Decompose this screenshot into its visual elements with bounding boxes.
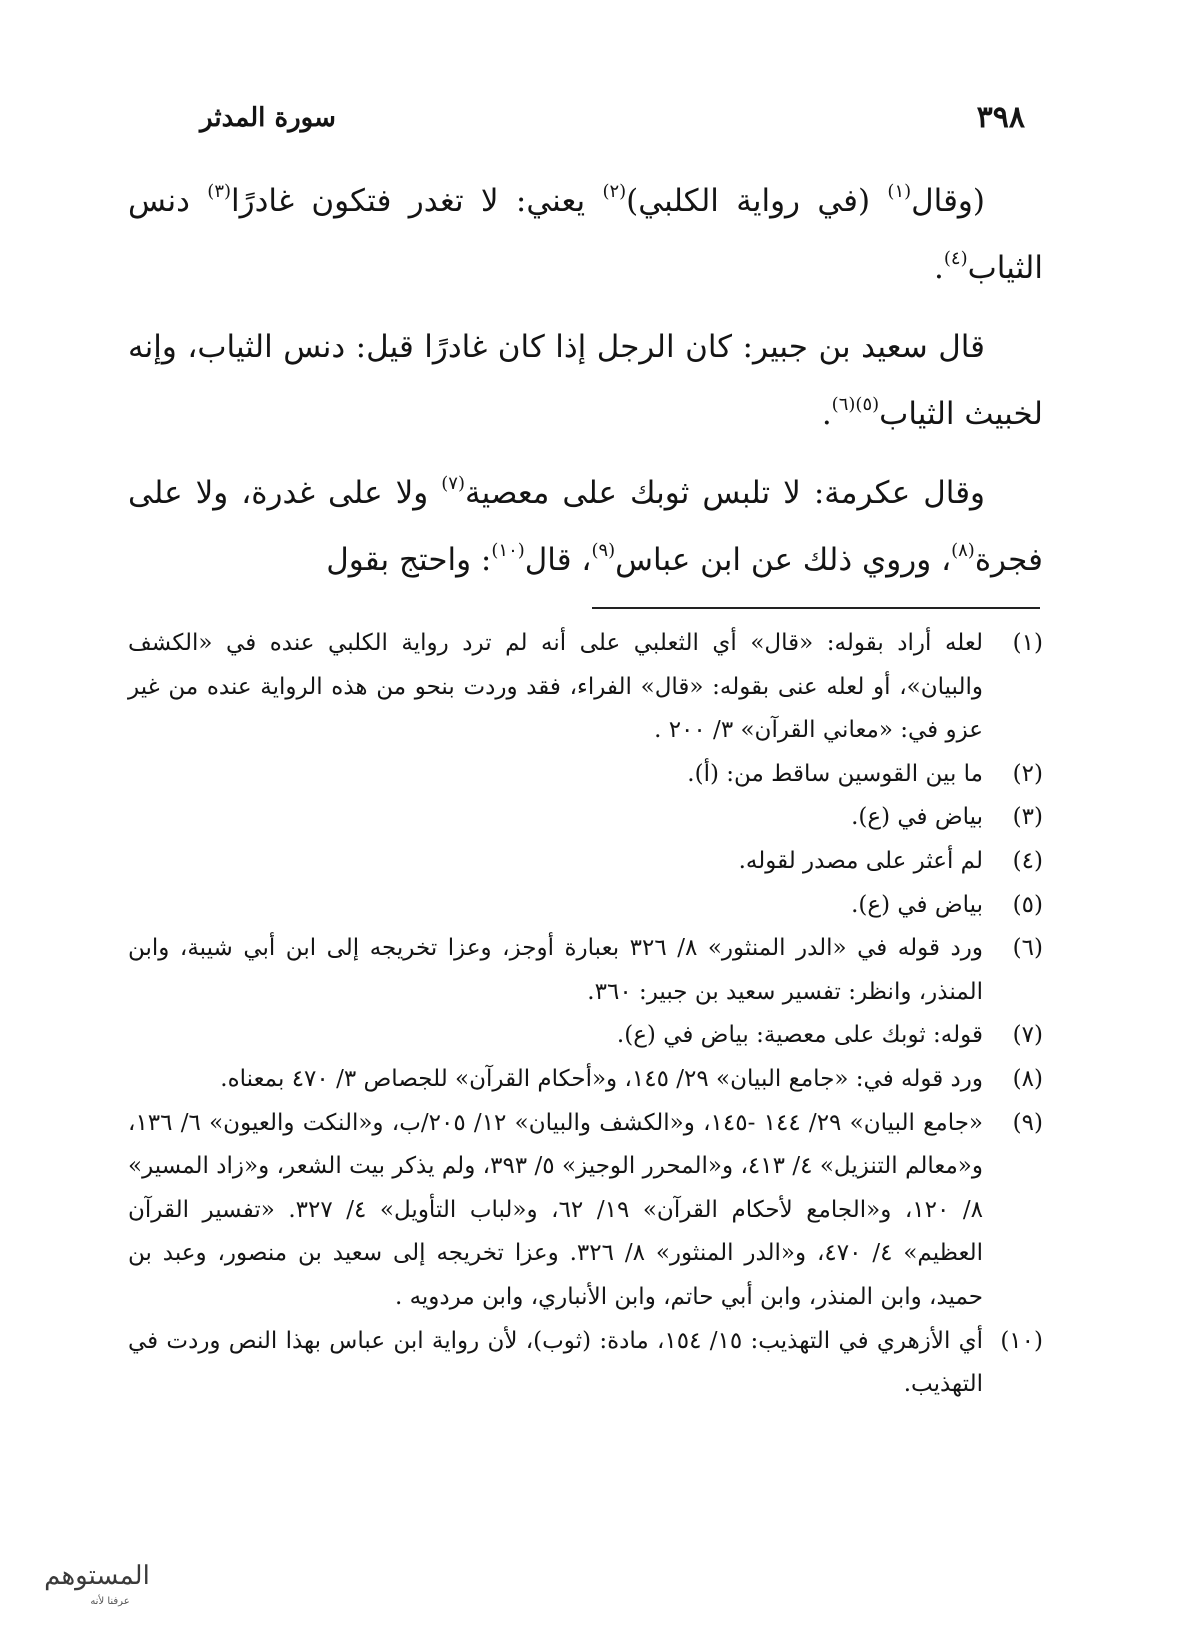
paragraph-1: (وقال$^{(١)}$ (في رواية الكلبي)$^{(٢)}$ يعني: لا تغدر فتكون غادرًا$^{(٣)}$ دنس الثياب$^{(٤)}$. — [128, 181, 1043, 286]
footnote-ref[interactable]: (٩) — [591, 540, 616, 561]
footnote-text: ورد قوله في «الدر المنثور» ٨/ ٣٢٦ بعبارة أوجز، وعزا تخريجه إلى ابن أبي شيبة، وابن المنذر، وانظر: تفسير سعيد بن جبير: ٣٦٠. — [128, 935, 983, 1005]
footnote — [128, 753, 1043, 797]
footnote-number: (١٠) — [1000, 1327, 1043, 1354]
footnote-ref[interactable]: (٧) — [441, 473, 465, 494]
footnote-ref[interactable]: (٤) — [943, 248, 968, 269]
footnote-ref[interactable]: (١٠) — [491, 540, 525, 561]
logo-text: المستوهم — [44, 1561, 150, 1591]
footnote-text: أي الأزهري في التهذيب: ١٥/ ١٥٤، مادة: (ثوب)، لأن رواية ابن عباس بهذا النص وردت في التهذيب. — [128, 1327, 983, 1398]
footnote — [128, 796, 1043, 840]
footnote-text: قوله: ثوبك على معصية: بياض في (ع). — [616, 1022, 983, 1049]
surah-title: سورة المدثر — [200, 103, 336, 133]
footnote-number: (٥) — [1012, 891, 1043, 918]
page-number: ٣٩٨ — [976, 100, 1025, 135]
footnote-number: (٤) — [1012, 847, 1043, 874]
footnote-ref[interactable]: (٨) — [951, 540, 975, 561]
page-header — [200, 98, 1025, 138]
footnote-ref[interactable]: (٣) — [207, 181, 232, 202]
footnote — [128, 840, 1043, 884]
footnote-separator — [592, 607, 1040, 609]
footnote-number: (٦) — [1012, 935, 1043, 962]
footnote — [128, 884, 1043, 928]
paragraph-2: قال سعيد بن جبير: كان الرجل إذا كان غادرًا قيل: دنس الثياب، وإنه لخبيث الثياب$^{(٥)(٦)}$. — [128, 329, 1043, 432]
footnote — [128, 1014, 1043, 1058]
footnote — [128, 1320, 1043, 1407]
footnote — [128, 1102, 1043, 1320]
footnote-number: (٨) — [1012, 1065, 1043, 1092]
footnote-number: (٩) — [1012, 1109, 1043, 1136]
footnote — [128, 927, 1043, 1014]
footnote-ref[interactable]: (١) — [887, 181, 912, 202]
footnote-ref[interactable]: (٢) — [602, 181, 627, 202]
footnote-number: (٣) — [1012, 804, 1043, 831]
footnote-ref[interactable]: (٥) — [855, 394, 880, 415]
footnotes — [128, 622, 1043, 1407]
footnote-text: لم أعثر على مصدر لقوله. — [738, 847, 983, 874]
footnote-text: بياض في (ع). — [851, 804, 983, 831]
footnote — [128, 1058, 1043, 1102]
footnote — [128, 622, 1043, 753]
footnote-text: ورد قوله في: «جامع البيان» ٢٩/ ١٤٥، و«أحكام القرآن» للجصاص ٣/ ٤٧٠ بمعناه. — [220, 1065, 983, 1092]
paragraph-3: وقال عكرمة: لا تلبس ثوبك على معصية$^{(٧)}$ ولا على غدرة، ولا على فجرة$^{(٨)}$، وروي ذلك عن ابن عباس$^{(٩)}$، قال$^{(١٠)}$: واحتج بقول — [128, 473, 1043, 578]
main-text — [128, 168, 1043, 606]
publisher-logo — [30, 1550, 165, 1610]
footnote-number: (٢) — [1012, 760, 1043, 787]
footnote-text: بياض في (ع). — [851, 891, 983, 918]
footnote-text: ما بين القوسين ساقط من: (أ). — [687, 760, 983, 787]
logo-subtext: عرفنا لأنه — [90, 1596, 130, 1607]
footnote-text: لعله أراد بقوله: «قال» أي الثعلبي على أنه لم ترد رواية الكلبي عنده في «الكشف والبيان»، أو لعله عنى بقوله: «قال» الفراء، فقد وردت بنحو من هذه الرواية عنده من غير عزو في: «معاني القرآن» ٣/ ٢٠٠ . — [128, 630, 983, 744]
footnote-number: (١) — [1012, 630, 1043, 656]
footnote-number: (٧) — [1012, 1022, 1043, 1049]
footnote-text: «جامع البيان» ٢٩/ ١٤٤ -١٤٥، و«الكشف والبيان» ١٢/ ٢٠٥/ب، و«النكت والعيون» ٦/ ١٣٦، و«معالم التنزيل» ٤/ ٤١٣، و«المحرر الوجيز» ٥/ ٣٩٣، ولم يذكر بيت الشعر، و«زاد المسير» ٨/ ١٢٠، و«الجامع لأحكام القرآن» ١٩/ ٦٢، و«لباب التأويل» ٤/ ٣٢٧. «تفسير القرآن العظيم» ٤/ ٤٧٠، و«الدر المنثور» ٨/ ٣٢٦. وعزا تخريجه إلى سعيد بن منصور، وعبد بن حميد، وابن المنذر، وابن أبي حاتم، وابن الأنباري، وابن مردويه . — [128, 1109, 984, 1310]
footnote-ref[interactable]: (٦) — [831, 394, 856, 415]
